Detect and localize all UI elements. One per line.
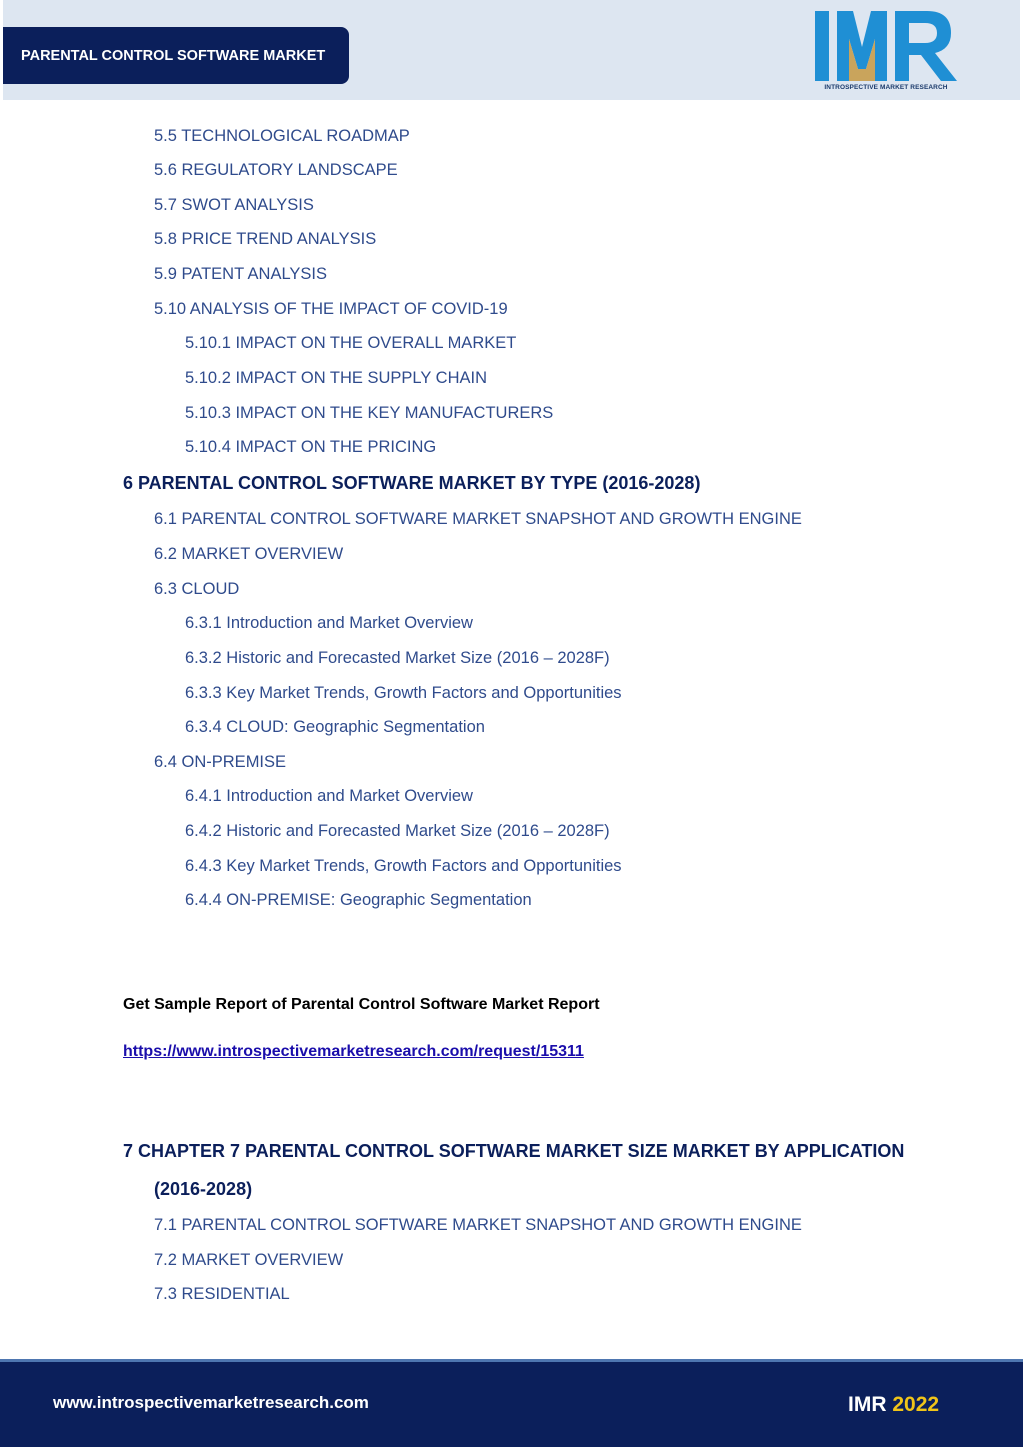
toc-subitem: 6.4.4 ON-PREMISE: Geographic Segmentation: [185, 891, 532, 909]
toc-item: 6.2 MARKET OVERVIEW: [154, 545, 344, 563]
toc-chapter-heading: 7 CHAPTER 7 PARENTAL CONTROL SOFTWARE MARKET SIZE MARKET BY APPLICATION: [123, 1141, 905, 1161]
toc-item: 5.9 PATENT ANALYSIS: [154, 265, 328, 283]
toc-item: 5.6 REGULATORY LANDSCAPE: [154, 161, 398, 179]
toc-subitem: 6.3.4 CLOUD: Geographic Segmentation: [185, 718, 485, 736]
toc-item: 6.1 PARENTAL CONTROL SOFTWARE MARKET SNAPSHOT AND GROWTH ENGINE: [154, 510, 802, 528]
footer-website: www.introspectivemarketresearch.com: [53, 1393, 369, 1412]
toc-subitem: 6.3.2 Historic and Forecasted Market Size (2016 – 2028F): [185, 649, 610, 667]
toc-subitem: 5.10.4 IMPACT ON THE PRICING: [185, 438, 437, 456]
footer-year: 2022: [892, 1393, 940, 1416]
page-footer: [0, 1359, 1023, 1447]
toc-subitem: 5.10.1 IMPACT ON THE OVERALL MARKET: [185, 334, 517, 352]
toc-subitem: 6.4.3 Key Market Trends, Growth Factors and Opportunities: [185, 857, 622, 875]
toc-item: 5.5 TECHNOLOGICAL ROADMAP: [154, 127, 410, 145]
toc-subitem: 6.3.1 Introduction and Market Overview: [185, 614, 473, 632]
toc-item: 7.2 MARKET OVERVIEW: [154, 1251, 344, 1269]
toc-subitem: 6.4.2 Historic and Forecasted Market Size (2016 – 2028F): [185, 822, 610, 840]
report-title: PARENTAL CONTROL SOFTWARE MARKET: [21, 47, 326, 64]
toc-item: 5.8 PRICE TREND ANALYSIS: [154, 230, 377, 248]
logo-tagline: INTROSPECTIVE MARKET RESEARCH: [824, 84, 948, 91]
toc-subitem: 5.10.2 IMPACT ON THE SUPPLY CHAIN: [185, 369, 487, 387]
logo-letter-r: [895, 11, 957, 81]
toc-chapter-heading: 6 PARENTAL CONTROL SOFTWARE MARKET BY TYPE (2016-2028): [123, 473, 701, 493]
logo-letter-i: [815, 11, 829, 81]
toc-subitem: 6.4.1 Introduction and Market Overview: [185, 787, 473, 805]
toc-chapter-heading-continued: (2016-2028): [154, 1179, 253, 1199]
toc-item: 7.3 RESIDENTIAL: [154, 1285, 290, 1303]
toc-item: 6.3 CLOUD: [154, 580, 240, 598]
imr-logo: [811, 9, 961, 95]
toc-subitem: 6.3.3 Key Market Trends, Growth Factors and Opportunities: [185, 684, 622, 702]
sample-report-title: Get Sample Report of Parental Control Software Market Report: [123, 996, 600, 1013]
toc-subitem: 5.10.3 IMPACT ON THE KEY MANUFACTURERS: [185, 404, 554, 422]
sample-report-link[interactable]: https://www.introspectivemarketresearch.com/request/15311: [123, 1043, 584, 1060]
toc-item: 5.7 SWOT ANALYSIS: [154, 196, 314, 214]
footer-brand: [848, 1393, 939, 1417]
toc-item: 6.4 ON-PREMISE: [154, 753, 287, 771]
report-title-badge: [3, 27, 349, 84]
toc-item: 7.1 PARENTAL CONTROL SOFTWARE MARKET SNAPSHOT AND GROWTH ENGINE: [154, 1216, 802, 1234]
toc-item: 5.10 ANALYSIS OF THE IMPACT OF COVID-19: [154, 300, 508, 318]
footer-brand-name: IMR: [848, 1393, 887, 1416]
